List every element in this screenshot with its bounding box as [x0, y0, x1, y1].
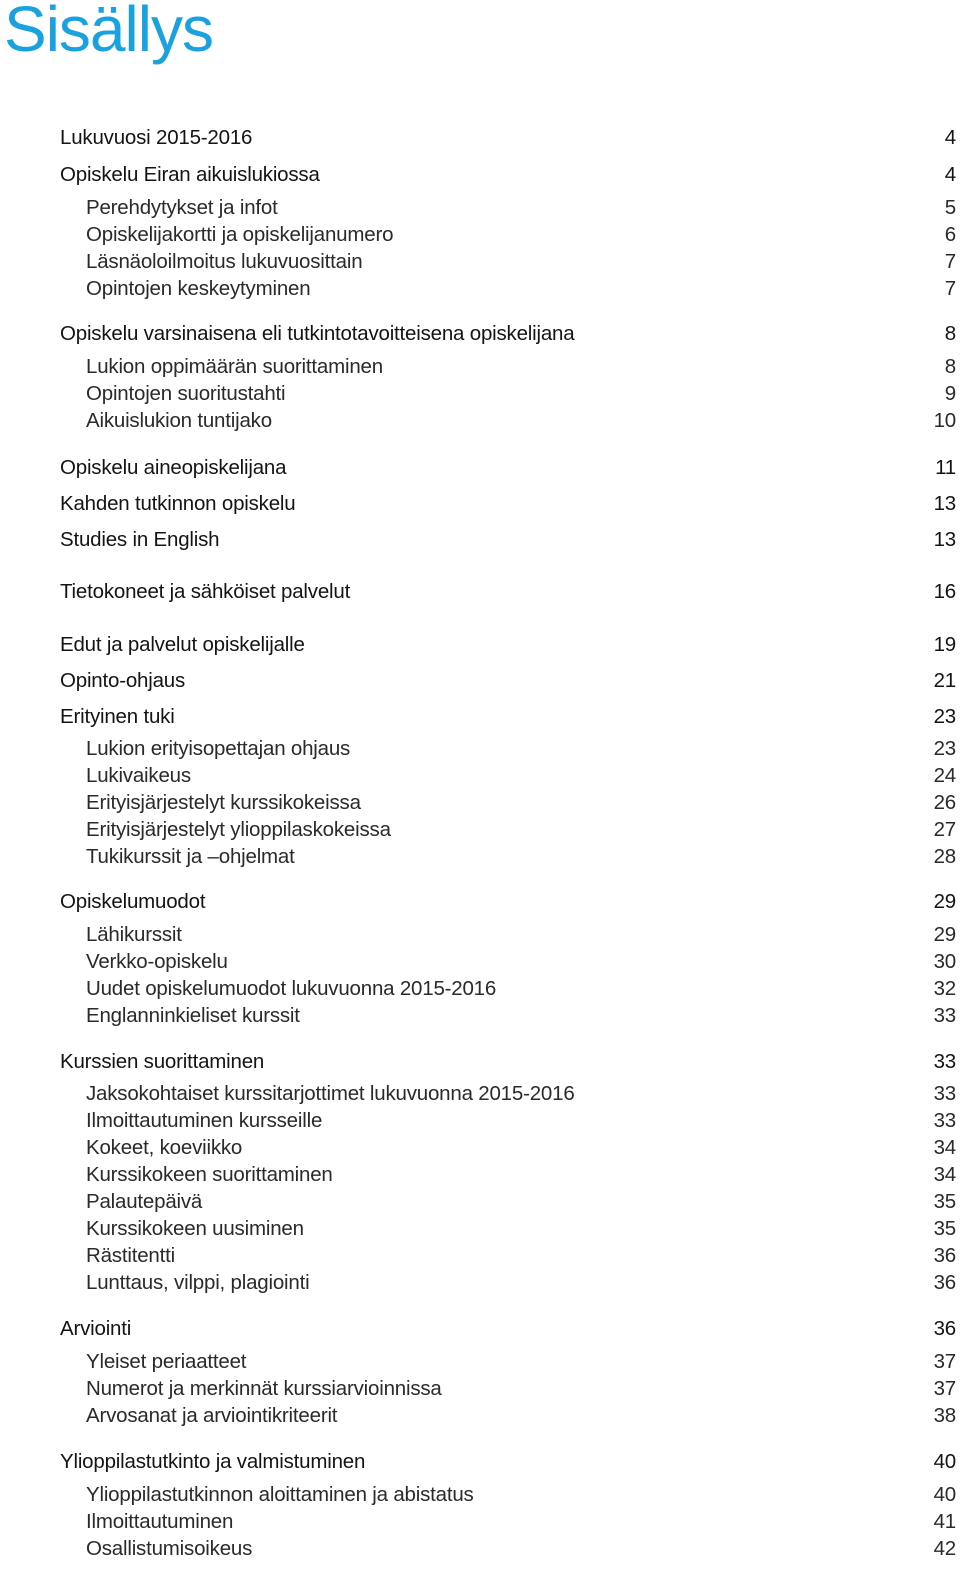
- toc-entry-page-number: 9: [944, 382, 956, 405]
- toc-entry-label: Uudet opiskelumuodot lukuvuonna 2015-2016: [86, 977, 497, 1000]
- toc-section-entry: [60, 126, 956, 150]
- toc-entry-page-number: 8: [944, 355, 956, 378]
- toc-entry-page-number: 35: [933, 1217, 956, 1240]
- toc-subsection-entry: [86, 409, 956, 433]
- toc-subsection-entry: [86, 764, 956, 788]
- toc-entry-label: Erityinen tuki: [60, 705, 175, 728]
- toc-entry-label: Lunttaus, vilppi, plagiointi: [86, 1271, 310, 1294]
- toc-section-entry: [60, 1317, 956, 1341]
- toc-subsection-entry: [86, 845, 956, 869]
- toc-section-entry: [60, 492, 956, 516]
- toc-section-entry: [60, 890, 956, 914]
- toc-entry-page-number: 36: [933, 1317, 956, 1340]
- toc-section-entry: [60, 456, 956, 480]
- toc-entry-page-number: 38: [933, 1404, 956, 1427]
- toc-entry-page-number: 42: [933, 1537, 956, 1560]
- toc-subsection-entry: [86, 1483, 956, 1507]
- toc-entry-page-number: 34: [933, 1163, 956, 1186]
- toc-entry-label: Opiskelu aineopiskelijana: [60, 456, 287, 479]
- toc-entry-page-number: 13: [933, 492, 956, 515]
- toc-entry-label: Arvosanat ja arviointikriteerit: [86, 1404, 338, 1427]
- toc-entry-page-number: 40: [933, 1483, 956, 1506]
- toc-entry-label: Opiskelu varsinaisena eli tutkintotavoitteisena opiskelijana: [60, 322, 575, 345]
- toc-subsection-entry: [86, 977, 956, 1001]
- toc-entry-label: Kurssien suorittaminen: [60, 1050, 265, 1073]
- toc-entry-label: Osallistumisoikeus: [86, 1537, 253, 1560]
- toc-subsection-entry: [86, 1537, 956, 1561]
- toc-entry-page-number: 32: [933, 977, 956, 1000]
- toc-section-entry: [60, 1050, 956, 1074]
- toc-entry-label: Opiskelu Eiran aikuislukiossa: [60, 163, 320, 186]
- toc-subsection-entry: [86, 1217, 956, 1241]
- toc-entry-page-number: 28: [933, 845, 956, 868]
- toc-entry-page-number: 37: [933, 1350, 956, 1373]
- toc-subsection-entry: [86, 791, 956, 815]
- toc-section-entry: [60, 580, 956, 604]
- toc-entry-label: Läsnäoloilmoitus lukuvuosittain: [86, 250, 363, 273]
- toc-entry-label: Erityisjärjestelyt kurssikokeissa: [86, 791, 361, 814]
- toc-subsection-entry: [86, 1350, 956, 1374]
- toc-subsection-entry: [86, 1510, 956, 1534]
- toc-subsection-entry: [86, 1271, 956, 1295]
- toc-entry-page-number: 26: [933, 791, 956, 814]
- toc-section-entry: [60, 705, 956, 729]
- toc-entry-page-number: 23: [933, 705, 956, 728]
- toc-entry-label: Kahden tutkinnon opiskelu: [60, 492, 296, 515]
- toc-entry-label: Rästitentti: [86, 1244, 175, 1267]
- toc-entry-label: Ilmoittautuminen: [86, 1510, 234, 1533]
- toc-entry-page-number: 4: [944, 163, 956, 186]
- toc-subsection-entry: [86, 1377, 956, 1401]
- toc-subsection-entry: [86, 355, 956, 379]
- toc-entry-label: Kurssikokeen uusiminen: [86, 1217, 304, 1240]
- toc-entry-page-number: 30: [933, 950, 956, 973]
- toc-entry-label: Opiskelumuodot: [60, 890, 206, 913]
- toc-entry-page-number: 13: [933, 528, 956, 551]
- toc-entry-page-number: 27: [933, 818, 956, 841]
- toc-entry-label: Kurssikokeen suorittaminen: [86, 1163, 333, 1186]
- toc-entry-page-number: 21: [933, 669, 956, 692]
- toc-entry-page-number: 36: [933, 1271, 956, 1294]
- toc-section-entry: [60, 322, 956, 346]
- toc-entry-label: Erityisjärjestelyt ylioppilaskokeissa: [86, 818, 391, 841]
- toc-entry-label: Numerot ja merkinnät kurssiarvioinnissa: [86, 1377, 442, 1400]
- toc-entry-label: Tietokoneet ja sähköiset palvelut: [60, 580, 351, 603]
- toc-subsection-entry: [86, 1136, 956, 1160]
- toc-entry-label: Opintojen keskeytyminen: [86, 277, 311, 300]
- toc-entry-page-number: 8: [944, 322, 956, 345]
- toc-entry-page-number: 23: [933, 737, 956, 760]
- toc-entry-label: Ilmoittautuminen kursseille: [86, 1109, 323, 1132]
- toc-entry-label: Lukion erityisopettajan ohjaus: [86, 737, 351, 760]
- toc-entry-page-number: 11: [935, 456, 956, 479]
- toc-entry-label: Opinto-ohjaus: [60, 669, 186, 692]
- toc-subsection-entry: [86, 1109, 956, 1133]
- toc-entry-label: Lähikurssit: [86, 923, 182, 946]
- toc-entry-label: Studies in English: [60, 528, 220, 551]
- toc-entry-page-number: 10: [933, 409, 956, 432]
- toc-entry-label: Opintojen suoritustahti: [86, 382, 286, 405]
- toc-subsection-entry: [86, 382, 956, 406]
- toc-entry-label: Lukuvuosi 2015-2016: [60, 126, 253, 149]
- toc-entry-label: Ylioppilastutkinnon aloittaminen ja abistatus: [86, 1483, 474, 1506]
- toc-subsection-entry: [86, 223, 956, 247]
- toc-section-entry: [60, 1450, 956, 1474]
- toc-entry-page-number: 35: [933, 1190, 956, 1213]
- toc-entry-page-number: 41: [933, 1510, 956, 1533]
- toc-subsection-entry: [86, 1004, 956, 1028]
- toc-subsection-entry: [86, 1190, 956, 1214]
- toc-entry-page-number: 7: [944, 250, 956, 273]
- toc-subsection-entry: [86, 950, 956, 974]
- toc-section-entry: [60, 633, 956, 657]
- toc-entry-label: Yleiset periaatteet: [86, 1350, 247, 1373]
- toc-entry-page-number: 36: [933, 1244, 956, 1267]
- toc-entry-page-number: 34: [933, 1136, 956, 1159]
- toc-entry-page-number: 29: [933, 890, 956, 913]
- toc-entry-page-number: 33: [933, 1082, 956, 1105]
- toc-section-entry: [60, 163, 956, 187]
- toc-subsection-entry: [86, 196, 956, 220]
- toc-entry-page-number: 40: [933, 1450, 956, 1473]
- toc-subsection-entry: [86, 923, 956, 947]
- toc-subsection-entry: [86, 1163, 956, 1187]
- toc-entry-label: Jaksokohtaiset kurssitarjottimet lukuvuonna 2015-2016: [86, 1082, 575, 1105]
- toc-subsection-entry: [86, 1082, 956, 1106]
- page-title: Sisällys: [4, 0, 213, 65]
- toc-subsection-entry: [86, 818, 956, 842]
- toc-entry-label: Englanninkieliset kurssit: [86, 1004, 300, 1027]
- toc-entry-page-number: 29: [933, 923, 956, 946]
- toc-entry-label: Lukion oppimäärän suorittaminen: [86, 355, 383, 378]
- toc-entry-label: Aikuislukion tuntijako: [86, 409, 272, 432]
- toc-entry-page-number: 5: [944, 196, 956, 219]
- toc-entry-label: Kokeet, koeviikko: [86, 1136, 243, 1159]
- toc-entry-page-number: 33: [933, 1004, 956, 1027]
- toc-entry-page-number: 37: [933, 1377, 956, 1400]
- toc-entry-label: Opiskelijakortti ja opiskelijanumero: [86, 223, 394, 246]
- toc-section-entry: [60, 669, 956, 693]
- toc-entry-label: Verkko-opiskelu: [86, 950, 228, 973]
- toc-entry-page-number: 33: [933, 1050, 956, 1073]
- toc-entry-page-number: 19: [933, 633, 956, 656]
- toc-subsection-entry: [86, 277, 956, 301]
- toc-entry-label: Ylioppilastutkinto ja valmistuminen: [60, 1450, 366, 1473]
- toc-entry-page-number: 24: [933, 764, 956, 787]
- toc-subsection-entry: [86, 250, 956, 274]
- toc-entry-label: Perehdytykset ja infot: [86, 196, 278, 219]
- toc-entry-page-number: 7: [944, 277, 956, 300]
- toc-subsection-entry: [86, 737, 956, 761]
- toc-entry-label: Edut ja palvelut opiskelijalle: [60, 633, 305, 656]
- toc-subsection-entry: [86, 1404, 956, 1428]
- toc-entry-label: Palautepäivä: [86, 1190, 203, 1213]
- toc-entry-label: Arviointi: [60, 1317, 132, 1340]
- toc-entry-label: Tukikurssit ja –ohjelmat: [86, 845, 295, 868]
- toc-entry-page-number: 16: [933, 580, 956, 603]
- toc-entry-page-number: 4: [944, 126, 956, 149]
- toc-entry-page-number: 6: [944, 223, 956, 246]
- toc-section-entry: [60, 528, 956, 552]
- toc-entry-label: Lukivaikeus: [86, 764, 191, 787]
- toc-subsection-entry: [86, 1244, 956, 1268]
- toc-entry-page-number: 33: [933, 1109, 956, 1132]
